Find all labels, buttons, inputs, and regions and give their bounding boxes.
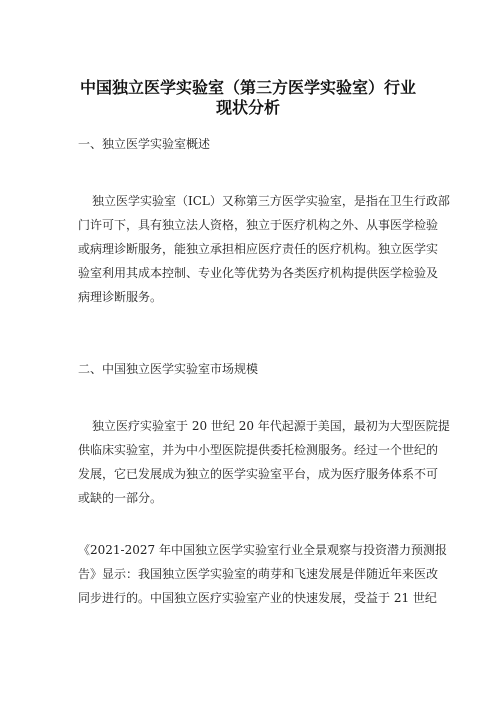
section-heading-market-size: 二、中国独立医学实验室市场规模 bbox=[78, 362, 259, 376]
paragraph-line: 验室利用其成本控制、专业化等优势为各类医疗机构提供医学检验及 bbox=[78, 266, 439, 280]
paragraph-line: 病理诊断服务。 bbox=[78, 290, 163, 304]
document-title-line-2: 现状分析 bbox=[215, 98, 280, 117]
document-title-line-1: 中国独立医学实验室（第三方医学实验室）行业 bbox=[79, 78, 416, 97]
paragraph-line: 发展，它已发展成为独立的医学实验室平台，成为医疗服务体系不可 bbox=[78, 467, 439, 481]
paragraph-icl-definition bbox=[78, 189, 450, 309]
paragraph-line: 门许可下，具有独立法人资格，独立于医疗机构之外、从事医学检验 bbox=[78, 218, 439, 232]
paragraph-line: 《2021-2027 年中国独立医学实验室行业全景观察与投资潜力预测报 bbox=[78, 543, 447, 557]
paragraph-report-summary bbox=[78, 538, 447, 610]
paragraph-line: 独立医疗实验室于 20 世纪 20 年代起源于美国，最初为大型医院提 bbox=[92, 419, 450, 433]
paragraph-line: 独立医学实验室（ICL）又称第三方医学实验室，是指在卫生行政部 bbox=[92, 194, 450, 208]
section-heading-overview: 一、独立医学实验室概述 bbox=[78, 137, 211, 151]
paragraph-line: 或病理诊断服务，能独立承担相应医疗责任的医疗机构。独立医学实 bbox=[78, 242, 439, 256]
paragraph-line: 或缺的一部分。 bbox=[78, 491, 163, 505]
paragraph-line: 同步进行的。中国独立医疗实验室产业的快速发展，受益于 21 世纪 bbox=[78, 591, 437, 605]
paragraph-line: 告》显示：我国独立医学实验室的萌芽和飞速发展是伴随近年来医改 bbox=[78, 567, 439, 581]
paragraph-line: 供临床实验室，并为中小型医院提供委托检测服务。经过一个世纪的 bbox=[78, 443, 439, 457]
paragraph-history bbox=[78, 414, 450, 510]
